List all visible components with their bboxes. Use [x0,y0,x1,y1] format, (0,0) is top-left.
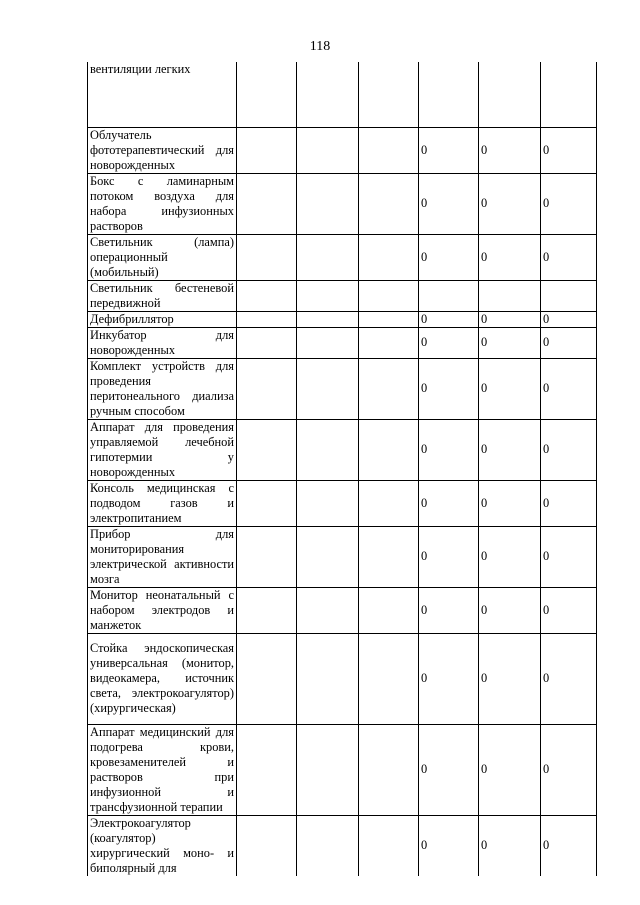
empty-cell [297,526,359,587]
empty-cell [237,280,297,311]
value-cell: 0 [419,633,479,724]
empty-cell [359,358,419,419]
value-cell: 0 [541,127,597,173]
empty-cell [359,127,419,173]
value-cell: 0 [541,587,597,633]
empty-cell [297,480,359,526]
empty-cell [237,815,297,876]
equipment-name: Аппарат для проведения управляемой лечебной гипотермии у новорожденных [88,419,237,480]
table-row [88,311,597,327]
empty-cell [359,815,419,876]
empty-cell [359,724,419,815]
table-row [88,587,597,633]
empty-cell [297,327,359,358]
empty-cell [359,173,419,234]
empty-cell [297,280,359,311]
value-cell: 0 [419,526,479,587]
value-cell: 0 [479,419,541,480]
empty-cell [237,234,297,280]
equipment-name: Аппарат медицинский для подогрева крови, кровезаменителей и растворов при инфузионной и трансфузионной терапии [88,724,237,815]
value-cell: 0 [419,419,479,480]
equipment-name: Бокс с ламинарным потоком воздуха для набора инфузионных растворов [88,173,237,234]
empty-cell [359,526,419,587]
table-row [88,633,597,724]
table-row [88,127,597,173]
value-cell: 0 [479,234,541,280]
value-cell [419,62,479,127]
page-number: 118 [309,39,331,54]
value-cell: 0 [479,633,541,724]
value-cell: 0 [479,358,541,419]
equipment-name: Комплект устройств для проведения перитонеального диализа ручным способом [88,358,237,419]
empty-cell [237,724,297,815]
table-row [88,234,597,280]
value-cell: 0 [419,480,479,526]
value-cell: 0 [479,311,541,327]
equipment-name: Прибор для мониторирования электрической активности мозга [88,526,237,587]
value-cell: 0 [479,327,541,358]
value-cell: 0 [479,724,541,815]
empty-cell [359,327,419,358]
value-cell: 0 [541,327,597,358]
empty-cell [237,526,297,587]
empty-cell [237,358,297,419]
empty-cell [359,234,419,280]
equipment-name: Дефибриллятор [88,311,237,327]
empty-cell [297,724,359,815]
value-cell: 0 [419,173,479,234]
value-cell [419,280,479,311]
empty-cell [359,587,419,633]
empty-cell [237,311,297,327]
empty-cell [237,419,297,480]
table-row [88,724,597,815]
empty-cell [359,311,419,327]
equipment-name: Облучатель фототерапевтический для новорожденных [88,127,237,173]
value-cell: 0 [541,724,597,815]
empty-cell [237,127,297,173]
empty-cell [359,419,419,480]
empty-cell [359,62,419,127]
value-cell: 0 [419,358,479,419]
empty-cell [359,280,419,311]
table-row [88,480,597,526]
value-cell: 0 [541,234,597,280]
value-cell: 0 [541,358,597,419]
equipment-name: Стойка эндоскопическая универсальная (монитор, видеокамера, источник света, электрокоагулятор) (хирургическая) [88,633,237,724]
table-row [88,815,597,876]
equipment-name: Консоль медицинская с подводом газов и электропитанием [88,480,237,526]
empty-cell [297,62,359,127]
value-cell: 0 [479,526,541,587]
empty-cell [297,633,359,724]
value-cell [479,62,541,127]
empty-cell [297,815,359,876]
value-cell [479,280,541,311]
equipment-name: Монитор неонатальный с набором электродов и манжеток [88,587,237,633]
empty-cell [297,173,359,234]
table-row [88,358,597,419]
value-cell [541,62,597,127]
equipment-name: Электрокоагулятор (коагулятор) хирургический моно- и биполярный для [88,815,237,876]
empty-cell [237,327,297,358]
empty-cell [297,127,359,173]
value-cell: 0 [541,815,597,876]
value-cell: 0 [479,587,541,633]
equipment-name: Светильник бестеневой передвижной [88,280,237,311]
empty-cell [237,173,297,234]
value-cell: 0 [541,311,597,327]
value-cell: 0 [419,311,479,327]
value-cell: 0 [541,173,597,234]
value-cell: 0 [419,587,479,633]
table-row [88,526,597,587]
empty-cell [297,358,359,419]
table-row [88,419,597,480]
empty-cell [297,587,359,633]
value-cell: 0 [419,327,479,358]
value-cell: 0 [419,815,479,876]
empty-cell [297,234,359,280]
empty-cell [237,62,297,127]
equipment-name: вентиляции легких [88,62,237,127]
table-row [88,280,597,311]
equipment-table [87,62,597,876]
value-cell: 0 [419,127,479,173]
value-cell: 0 [541,633,597,724]
value-cell: 0 [541,480,597,526]
empty-cell [237,480,297,526]
value-cell: 0 [419,234,479,280]
value-cell: 0 [419,724,479,815]
empty-cell [359,480,419,526]
value-cell: 0 [479,127,541,173]
equipment-name: Инкубатор для новорожденных [88,327,237,358]
value-cell: 0 [541,526,597,587]
table-row [88,62,597,127]
value-cell: 0 [479,480,541,526]
empty-cell [297,419,359,480]
empty-cell [359,633,419,724]
table-row [88,173,597,234]
empty-cell [237,633,297,724]
value-cell: 0 [479,173,541,234]
table-row [88,327,597,358]
value-cell: 0 [479,815,541,876]
value-cell: 0 [541,419,597,480]
empty-cell [237,587,297,633]
value-cell [541,280,597,311]
equipment-name: Светильник (лампа) операционный (мобильный) [88,234,237,280]
empty-cell [297,311,359,327]
